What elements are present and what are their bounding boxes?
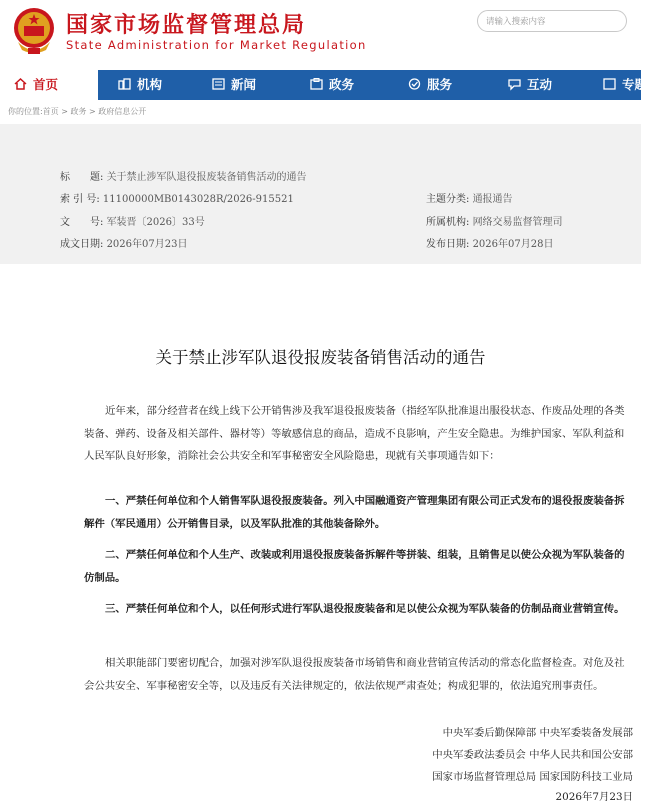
building-icon — [118, 78, 131, 90]
nav-item-affairs[interactable] — [310, 70, 354, 100]
news-icon — [212, 78, 225, 90]
document-paragraph-1: 一、严禁任何单位和个人销售军队退役报废装备。列入中国融通资产管理集团有限公司正式发布的退役报废装备拆解件（军民通用）公开销售目录，以及军队批准的其他装备除外。 — [84, 495, 625, 530]
site-header — [0, 0, 641, 70]
meta-title — [60, 168, 307, 183]
breadcrumb[interactable]: 你的位置:首页 > 政务 > 政府信息公开 — [8, 107, 147, 116]
meta-index — [60, 190, 294, 205]
meta-docno-value: 军装晋〔2026〕33号 — [106, 217, 205, 228]
nav-label: 新闻 — [231, 77, 257, 92]
meta-org-value: 网络交易监督管理司 — [472, 217, 563, 228]
meta-docno — [60, 213, 205, 228]
nav-label: 专题 — [622, 77, 647, 92]
signature-date: 2026年7月23日 — [555, 791, 633, 803]
national-emblem-icon[interactable] — [12, 6, 56, 56]
nav-label: 服务 — [427, 77, 453, 92]
main-nav — [0, 70, 647, 100]
meta-topic-value: 通报通告 — [472, 194, 513, 205]
nav-label: 首页 — [33, 77, 59, 92]
meta-docno-label: 文 号: — [60, 217, 104, 228]
site-name-cn[interactable]: 国家市场监督管理总局 — [66, 13, 307, 38]
document-paragraph-intro: 近年来，部分经营者在线上线下公开销售涉及我军退役报废装备（指经军队批准退出服役状态、作废品处理的各类装备、弹药、设备及相关部件、器材等）等敏感信息的商品，造成不良影响，产生安全隐患。为维护国家、军队利益和人民军队良好形象，消除社会公共安全和军事秘密安全风险隐患，现就有关事项通告如下： — [84, 405, 625, 462]
nav-item-news[interactable] — [212, 70, 256, 100]
service-icon — [408, 78, 421, 90]
nav-item-interact[interactable] — [508, 70, 552, 100]
document-meta-panel — [0, 124, 641, 264]
nav-item-topic[interactable] — [603, 70, 647, 100]
nav-item-org[interactable] — [118, 70, 162, 100]
document-paragraph-closing: 相关职能部门要密切配合，加强对涉军队退役报废装备市场销售和商业营销宣传活动的常态化监督检查。对危及社会公共安全、军事秘密安全等，以及违反有关法律规定的，依法依规严肃查处；构成犯罪的，依法追究刑事责任。 — [84, 657, 625, 692]
meta-org-label: 所属机构: — [426, 217, 470, 228]
site-name-en: State Administration for Market Regulation — [66, 38, 367, 52]
meta-published — [426, 235, 553, 250]
document-paragraph-3: 三、严禁任何单位和个人，以任何形式进行军队退役报废装备和足以使公众视为军队装备的仿制品商业营销宣传。 — [105, 603, 625, 615]
signatory-line: 国家市场监督管理总局 国家国防科技工业局 — [432, 771, 633, 783]
meta-topic-label: 主题分类: — [426, 194, 470, 205]
search-input[interactable]: 请输入搜索内容 — [477, 10, 627, 32]
nav-item-service[interactable] — [408, 70, 452, 100]
interact-icon — [508, 78, 521, 90]
signatory-line: 中央军委后勤保障部 中央军委装备发展部 — [442, 727, 633, 739]
home-icon — [14, 78, 27, 90]
affairs-icon — [310, 78, 323, 90]
nav-label: 机构 — [137, 77, 163, 92]
meta-title-label: 标 题: — [60, 172, 104, 183]
topic-icon — [603, 78, 616, 90]
meta-index-label: 索 引 号: — [60, 194, 100, 205]
meta-published-value: 2026年07月28日 — [472, 239, 554, 250]
meta-topic — [426, 190, 513, 205]
meta-published-label: 发布日期: — [426, 239, 470, 250]
signatory-line: 中央军委政法委员会 中华人民共和国公安部 — [432, 749, 633, 761]
meta-created — [60, 235, 187, 250]
nav-label: 政务 — [329, 77, 355, 92]
meta-created-value: 2026年07月23日 — [106, 239, 188, 250]
meta-org — [426, 213, 563, 228]
nav-label: 互动 — [527, 77, 553, 92]
meta-created-label: 成文日期: — [60, 239, 104, 250]
nav-item-home[interactable] — [0, 70, 98, 100]
document-title: 关于禁止涉军队退役报废装备销售活动的通告 — [155, 348, 486, 367]
meta-index-value: 11100000MB0143028R/2026-915521 — [102, 194, 294, 205]
document-paragraph-2: 二、严禁任何单位和个人生产、改装或利用退役报废装备拆解件等拼装、组装，且销售足以使公众视为军队装备的仿制品。 — [84, 549, 625, 584]
meta-title-value: 关于禁止涉军队退役报废装备销售活动的通告 — [106, 172, 307, 183]
